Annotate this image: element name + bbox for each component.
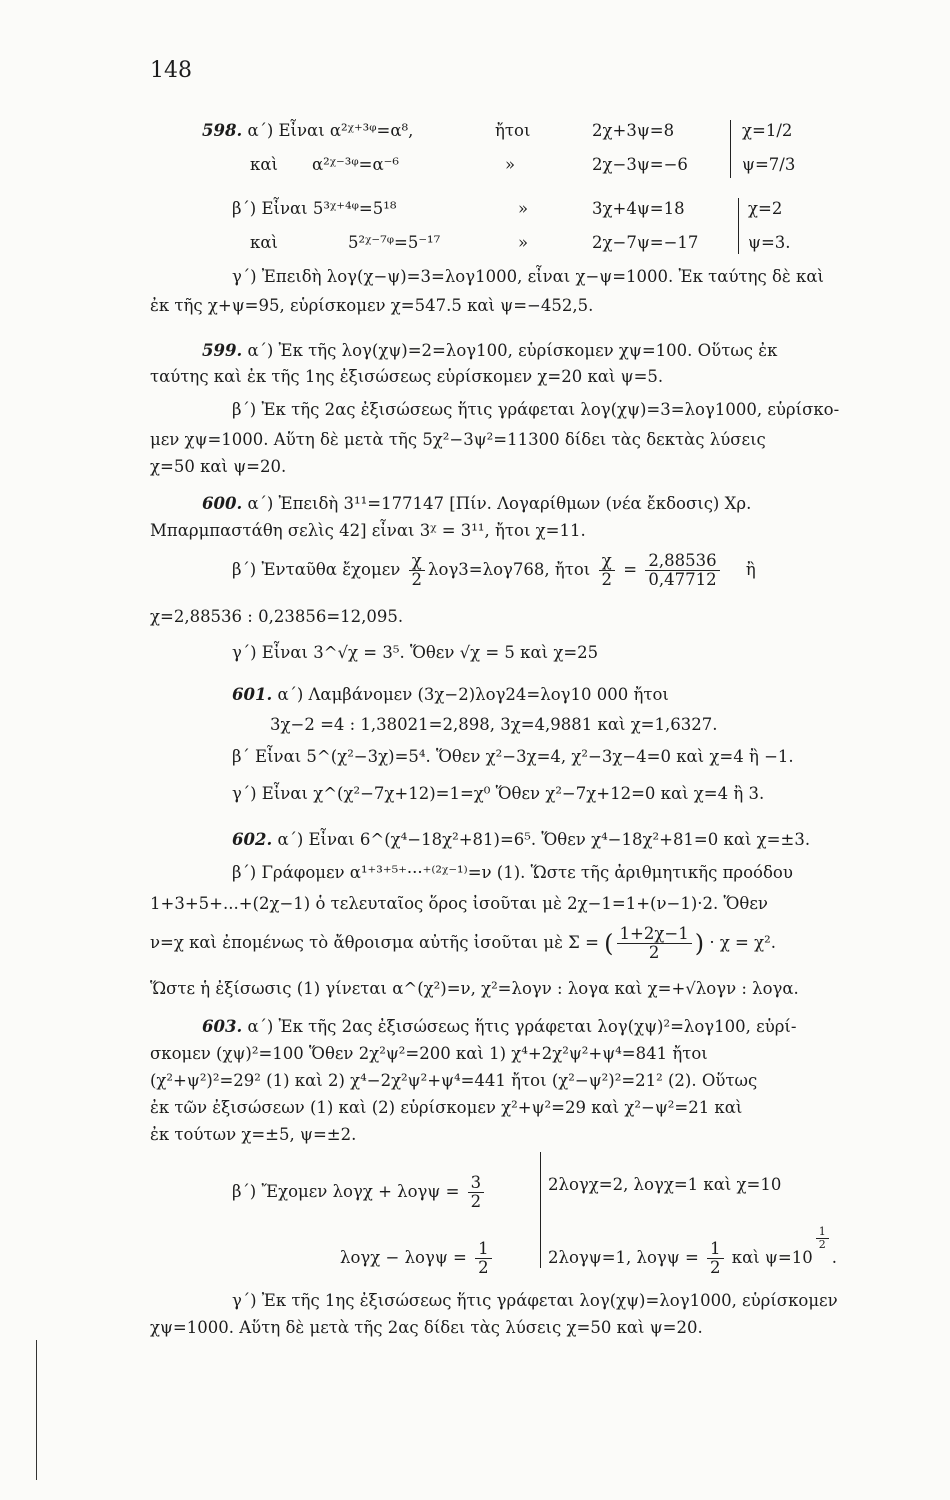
fraction: [645, 552, 719, 589]
exercise-602-line-1: [232, 829, 810, 851]
numerator: 1+2χ−1: [617, 925, 692, 944]
text: · χ = χ².: [709, 933, 776, 952]
text: χ=50 καὶ ψ=20.: [150, 457, 287, 476]
text: καὶ ψ=10: [731, 1248, 813, 1267]
numerator: χ: [409, 552, 426, 571]
text: γ΄) Εἶναι χ^(χ²−7χ+12)=1=χ⁰ Ὅθεν χ²−7χ+12=0 καὶ χ=4 ἢ 3.: [232, 784, 765, 803]
solution: ψ=7/3: [742, 155, 796, 174]
denominator: 2: [818, 1238, 826, 1251]
numerator: 1: [816, 1226, 829, 1239]
text: 2λογχ=2, λογχ=1 καὶ χ=10: [548, 1175, 782, 1194]
text: χ=2,88536 : 0,23856=12,095.: [150, 607, 404, 626]
fraction: [468, 1174, 485, 1211]
text: γ΄) Ἐκ τῆς 1ης ἐξισώσεως ἥτις γράφεται λογ(χψ)=λογ1000, εὑρίσκομεν: [232, 1291, 838, 1310]
equation: α²ᵡ⁻³ᵠ=α⁻⁶: [312, 155, 399, 174]
equation: 5²ᵡ⁻⁷ᵠ=5⁻¹⁷: [348, 233, 441, 252]
exercise-number: 602.: [232, 830, 273, 849]
solution: ψ=3.: [748, 233, 791, 252]
exercise-603-line-1: [202, 1016, 796, 1038]
exercise-number: 601.: [232, 685, 273, 704]
denominator: 2: [648, 943, 660, 962]
system-bracket: [730, 120, 731, 178]
numerator: χ: [599, 552, 616, 571]
page-number: 148: [150, 58, 192, 83]
text: καὶ: [250, 233, 278, 252]
text: λογχ − λογψ =: [340, 1248, 467, 1267]
text: ν=χ καὶ ἐπομένως τὸ ἄθροισμα αὐτῆς ἰσοῦται μὲ Σ =: [150, 933, 599, 952]
margin-rule: [36, 1340, 37, 1480]
exercise-600-line-1: [202, 493, 751, 515]
system-bracket: [738, 198, 739, 254]
exercise-598-line-1: [202, 120, 413, 142]
exponent-fraction: [816, 1226, 829, 1251]
exercise-number: 598.: [202, 121, 243, 140]
denominator: 0,47712: [648, 570, 717, 589]
equation: 2χ−3ψ=−6: [592, 155, 688, 174]
text: σκομεν (χψ)²=100 Ὅθεν 2χ²ψ²=200 καὶ 1) χ⁴+2χ²ψ²+ψ⁴=841 ἤτοι: [150, 1044, 708, 1063]
denominator: 2: [478, 1258, 489, 1277]
text: ἐκ τῶν ἐξισώσεων (1) καὶ (2) εὑρίσκομεν χ²+ψ²=29 καὶ χ²−ψ²=21 καὶ: [150, 1098, 743, 1117]
exercise-603-line-6: [232, 1174, 487, 1211]
text: α΄) Ἐπειδὴ 3¹¹=177147 [Πίν. Λογαρίθμων (νέα ἔκδοσις) Χρ.: [247, 494, 752, 513]
text: »: [518, 233, 529, 252]
fraction: [707, 1240, 724, 1277]
text: χψ=1000. Αὕτη δὲ μετὰ τῆς 2ας δίδει τὰς λύσεις χ=50 καὶ ψ=20.: [150, 1318, 703, 1337]
numerator: 1: [707, 1240, 724, 1259]
text: α΄) Εἶναι 6^(χ⁴−18χ²+81)=6⁵. Ὅθεν χ⁴−18χ²+81=0 καὶ χ=±3.: [277, 830, 811, 849]
exercise-number: 603.: [202, 1017, 243, 1036]
fraction: [599, 552, 616, 589]
paren: ): [694, 929, 705, 958]
text: 3χ−2 =4 : 1,38021=2,898, 3χ=4,9881 καὶ χ=1,6327.: [270, 715, 718, 734]
paren: (: [604, 929, 614, 958]
exercise-601-line-1: [232, 684, 669, 706]
text: ἤτοι: [495, 121, 531, 140]
text: 1+3+5+...+(2χ−1) ὁ τελευταῖος ὅρος ἰσοῦται μὲ 2χ−1=1+(ν−1)·2. Ὅθεν: [150, 894, 768, 913]
solution: χ=2: [748, 199, 783, 218]
text: 2λογψ=1, λογψ =: [548, 1248, 699, 1267]
solution: χ=1/2: [742, 121, 793, 140]
text: Μπαρμπαστάθη σελὶς 42] εἶναι 3ᵡ = 3¹¹, ἤτοι χ=11.: [150, 521, 586, 540]
text: α΄) Εἶναι α²ᵡ⁺³ᵠ=α⁸,: [247, 121, 414, 140]
text: α΄) Λαμβάνομεν (3χ−2)λογ24=λογ10 000 ἤτοι: [277, 685, 669, 704]
text: γ΄) Ἐπειδὴ λογ(χ−ψ)=3=λογ1000, εἶναι χ−ψ=1000. Ἐκ ταύτης δὲ καὶ: [232, 267, 824, 286]
text: (χ²+ψ²)²=29² (1) καὶ 2) χ⁴−2χ²ψ²+ψ⁴=441 ἤτοι (χ²−ψ²)²=21² (2). Οὕτως: [150, 1071, 758, 1090]
system-bracket: [540, 1152, 541, 1268]
equation: 3χ+4ψ=18: [592, 199, 685, 218]
text: μεν χψ=1000. Αὕτη δὲ μετὰ τῆς 5χ²−3ψ²=11300 δίδει τὰς δεκτὰς λύσεις: [150, 430, 766, 449]
denominator: 2: [411, 570, 423, 589]
exercise-number: 599.: [202, 341, 243, 360]
equation: 2χ−7ψ=−17: [592, 233, 699, 252]
exercise-602-line-4: [150, 925, 776, 962]
text: β΄) Ἐκ τῆς 2ας ἐξισώσεως ἥτις γράφεται λογ(χψ)=3=λογ1000, εὑρίσκο-: [232, 400, 840, 419]
text: β΄) Γράφομεν α¹⁺³⁺⁵⁺···⁺⁽²ᵡ⁻¹⁾=ν (1). Ὥστε τῆς ἀριθμητικῆς προόδου: [232, 863, 793, 882]
exercise-599-line-1: [202, 340, 777, 362]
text: β΄) Εἶναι 5³ᵡ⁺⁴ᵠ=5¹⁸: [232, 199, 397, 218]
text: =: [623, 560, 638, 579]
text: καὶ: [250, 155, 278, 174]
fraction: [475, 1240, 492, 1277]
text: »: [518, 199, 529, 218]
numerator: 2,88536: [645, 552, 719, 571]
text: λογ3=λογ768, ἤτοι: [428, 560, 591, 579]
text: β΄) Ἔχομεν λογχ + λογψ =: [232, 1182, 460, 1201]
text: α΄) Ἐκ τῆς λογ(χψ)=2=λογ100, εὑρίσκομεν χψ=100. Οὕτως ἐκ: [247, 341, 778, 360]
text: γ΄) Εἶναι 3^√χ = 3⁵. Ὅθεν √χ = 5 καὶ χ=25: [232, 643, 599, 662]
denominator: 2: [710, 1258, 721, 1277]
denominator: 2: [470, 1192, 482, 1211]
numerator: 3: [468, 1174, 485, 1193]
fraction: [409, 552, 426, 589]
text: β΄) Ἐνταῦθα ἔχομεν: [232, 560, 401, 579]
text: ἐκ τῆς χ+ψ=95, εὑρίσκομεν χ=547.5 καὶ ψ=−452,5.: [150, 296, 594, 315]
text: α΄) Ἐκ τῆς 2ας ἐξισώσεως ἥτις γράφεται λογ(χψ)²=λογ100, εὑρί-: [247, 1017, 797, 1036]
text: β΄ Εἶναι 5^(χ²−3χ)=5⁴. Ὅθεν χ²−3χ=4, χ²−3χ−4=0 καὶ χ=4 ἢ −1.: [232, 747, 794, 766]
fraction: [617, 925, 692, 962]
exercise-600-line-3: [232, 552, 756, 589]
numerator: 1: [475, 1240, 492, 1259]
exercise-603-line-7b: 2λογψ=1, λογψ = $\frac{1}{2}$ καὶ ψ=10 $\frac{1}{2}$ .: [548, 1225, 837, 1277]
text: Ὥστε ἡ ἐξίσωσις (1) γίνεται α^(χ²)=ν, χ²=λογν : λογα καὶ χ=+√λογν : λογα.: [150, 979, 799, 998]
text: ἢ: [745, 560, 756, 579]
text: ταύτης καὶ ἐκ τῆς 1ης ἐξισώσεως εὑρίσκομεν χ=20 καὶ ψ=5.: [150, 367, 664, 386]
text: ἐκ τούτων χ=±5, ψ=±2.: [150, 1125, 357, 1144]
equation: 2χ+3ψ=8: [592, 121, 675, 140]
denominator: 2: [601, 570, 613, 589]
exercise-number: 600.: [202, 494, 243, 513]
text: »: [505, 155, 516, 174]
exercise-603-line-7: [340, 1240, 495, 1277]
